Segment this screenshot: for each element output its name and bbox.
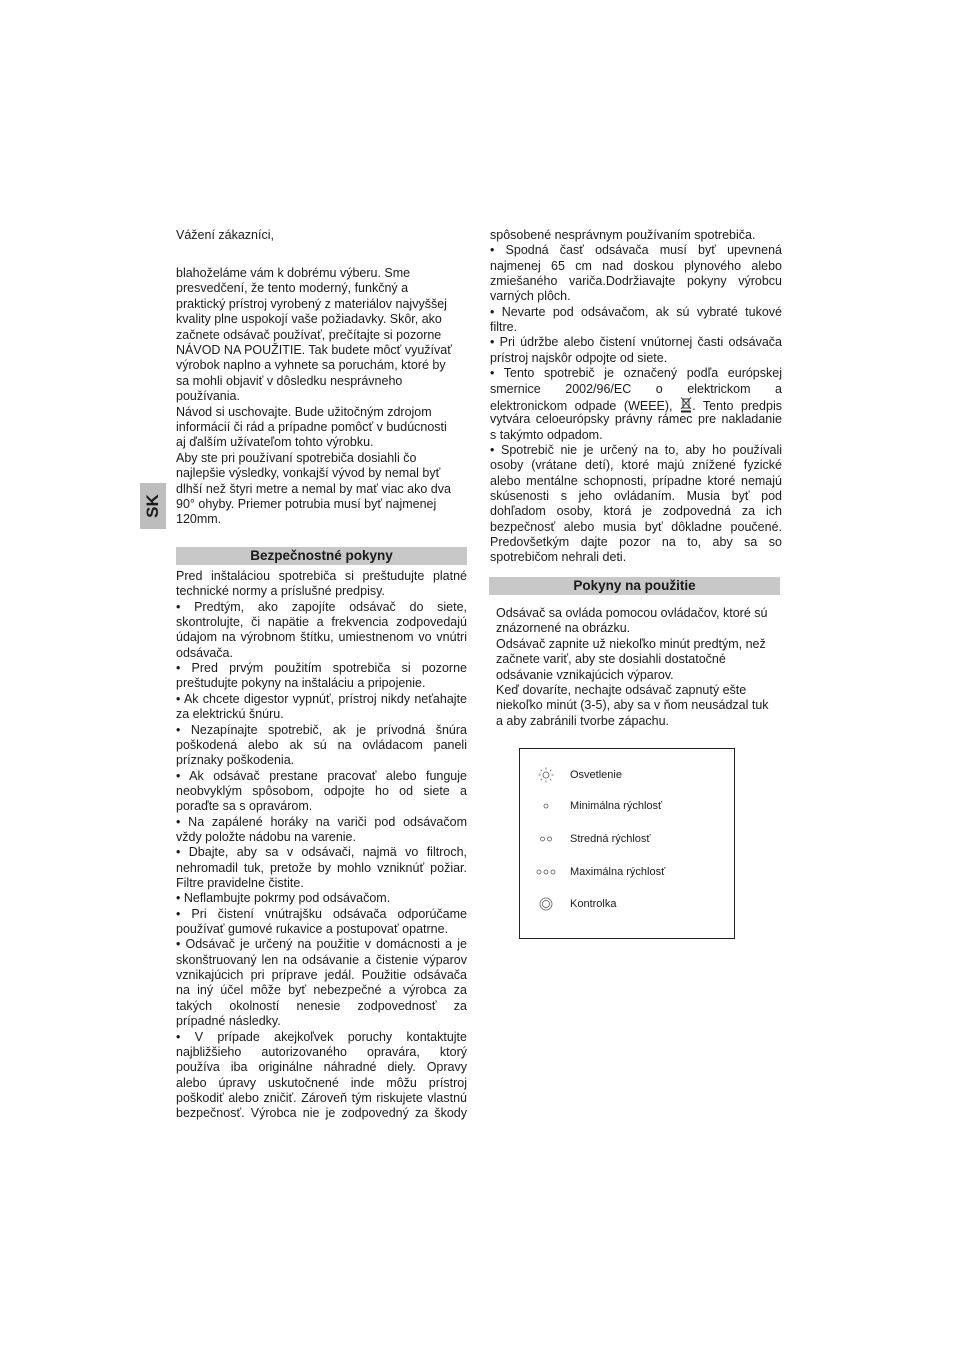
safety-line: • Pred prvým použitím spotrebiča si pozorne	[176, 661, 467, 676]
safety-line: • V prípade akejkoľvek poruchy kontaktujte	[176, 1029, 467, 1044]
safety-line: prístroj najskôr odpojte od siete.	[490, 350, 668, 365]
safety-line: odsávača.	[176, 645, 233, 660]
safety-line: • Neflambujte pokrmy pod odsávačom.	[176, 891, 391, 906]
intro-line: presvedčení, že tento moderný, funkčný a	[176, 281, 409, 296]
intro-line: aj ďalším užívateľom tohto výrobku.	[176, 435, 374, 450]
weee-bin-icon	[680, 397, 692, 413]
control-legend-row	[520, 895, 734, 913]
safety-line: • Dbajte, aby sa v odsávači, najmä vo filtroch,	[176, 845, 467, 860]
safety-line: údajom na výrobnom štítku, umiestnenom vo vnútri	[176, 630, 467, 645]
safety-line: za elektrickú šnúru.	[176, 707, 284, 722]
safety-line: • Predtým, ako zapojíte odsávač do siete,	[176, 599, 467, 614]
speed-max-icon	[534, 863, 558, 881]
intro-line: praktický prístroj vyrobený z materiálov najvyššej	[176, 296, 447, 311]
intro-line: začnete odsávač používať, prečítajte si pozorne	[176, 327, 442, 342]
safety-line: používa iba originálne náhradné diely. Opravy	[176, 1060, 467, 1075]
safety-line: na iný účel môže byť nebezpečné a výrobca za	[176, 983, 467, 998]
usage-line: Odsávač sa ovláda pomocou ovládačov, ktoré sú	[496, 606, 768, 620]
safety-line: používať gumové rukavice a postupovať opatrne.	[176, 922, 449, 937]
safety-line: preštudujte pokyny na inštaláciu a pripojenie.	[176, 676, 426, 691]
safety-line: bezpečnosť. Výrobca nie je zodpovedný za škody	[176, 1106, 467, 1121]
safety-line: skúsenosti s jeho ovládaním. Musia byť pod	[490, 488, 782, 503]
safety-line: technické normy a príslušné predpisy.	[176, 584, 385, 599]
indicator-lamp-icon	[534, 895, 558, 913]
safety-heading: Bezpečnostné pokyny	[176, 547, 467, 565]
usage-line: Keď dovaríte, nechajte odsávač zapnutý ešte	[496, 683, 747, 697]
safety-line: poškodená alebo ak sú na ovládacom paneli	[176, 737, 467, 752]
safety-line: poraďte sa s opravárom.	[176, 799, 313, 814]
intro-line: výrobok naplno a vyhnete sa poruchám, ktoré by	[176, 358, 446, 373]
safety-line: vznikajúcich pri príprave jedál. Použitie odsávača	[176, 968, 467, 983]
control-legend-row	[520, 830, 734, 848]
weee-line-text: elektronickom odpade (WEEE),	[490, 398, 681, 413]
language-tab-label: SK	[143, 494, 162, 518]
control-legend-row	[520, 766, 734, 784]
safety-line: spotrebičom nehrali deti.	[490, 550, 627, 565]
control-legend-label: Minimálna rýchlosť	[570, 800, 663, 812]
intro-line: najlepšie výsledky, vonkajší vývod by nemal byť	[176, 466, 441, 481]
safety-line: dohľadom osoby, ktorá je zodpovedná za ich	[490, 504, 782, 519]
safety-line: smernice 2002/96/EC o elektrickom a	[490, 381, 782, 396]
control-legend-label: Kontrolka	[570, 898, 617, 910]
safety-line: skonštruovaný len na odsávanie a čistenie výparov	[176, 952, 467, 967]
safety-line: • Ak chcete digestor vypnúť, prístroj nikdy neťahajte	[176, 691, 467, 706]
control-legend-label: Stredná rýchlosť	[570, 833, 651, 845]
weee-line-text-end: . Tento predpis	[692, 398, 782, 413]
safety-line: zmiešaného variča.Dodržiavajte pokyny výrobcu	[490, 274, 782, 289]
safety-line: spôsobené nesprávnym používaním spotrebiča.	[490, 228, 756, 242]
usage-heading: Pokyny na použitie	[489, 577, 780, 595]
intro-line: používania.	[176, 389, 240, 404]
intro-line: dlhší než štyri metre a nemal by mať viac ako dva	[176, 481, 451, 496]
control-legend-row	[520, 863, 734, 881]
safety-line: poškodiť alebo zničiť. Zároveň tým riskujete vlastnú	[176, 1090, 467, 1105]
intro-line: blahoželáme vám k dobrému výberu. Sme	[176, 266, 411, 280]
safety-line: bezpečnosť alebo musia byť dôkladne poučené.	[490, 519, 782, 534]
safety-line: najmenej 65 cm nad doskou plynového alebo	[490, 258, 782, 273]
control-panel-legend	[519, 748, 735, 939]
usage-line: niekoľko minút (3-5), aby sa v ňom neusádzal tuk	[496, 698, 769, 713]
control-legend-label: Osvetlenie	[570, 769, 622, 781]
intro-line: informácií či rád a prípadne pomôcť v budúcnosti	[176, 420, 447, 434]
safety-line: vytvára celoeurópsky právny rámec pre nakladanie	[490, 412, 782, 427]
safety-line: • Spotrebič nie je určený na to, aby ho používali	[490, 442, 782, 457]
language-tab	[140, 483, 166, 529]
safety-line: • Pri údržbe alebo čistení vnútornej časti odsávača	[490, 335, 782, 350]
safety-line: • Ak odsávač prestane pracovať alebo funguje	[176, 768, 467, 783]
intro-line: sa mohli objaviť v dôsledku nesprávneho	[176, 373, 403, 388]
intro-line: Návod si uschovajte. Bude užitočným zdrojom	[176, 404, 432, 419]
safety-line: s takýmto odpadom.	[490, 427, 603, 442]
safety-line: • Spodná časť odsávača musí byť upevnená	[490, 243, 782, 258]
safety-line: alebo úpravy uskutočnené inde môžu prístroj	[176, 1075, 467, 1090]
light-icon	[534, 766, 558, 784]
safety-line: neobvyklým spôsobom, odpojte ho od siete a	[176, 783, 467, 798]
control-legend-label: Maximálna rýchlosť	[570, 866, 666, 878]
intro-line: 120mm.	[176, 512, 222, 527]
safety-line: Pred inštaláciou spotrebiča si preštudujte platné	[176, 569, 467, 583]
safety-line: • Nevarte pod odsávačom, ak sú vybraté tukové	[490, 304, 782, 319]
safety-line: filtre.	[490, 320, 518, 335]
usage-line: a aby zabránili tvorbe zápachu.	[496, 713, 670, 728]
intro-line: NÁVOD NA POUŽITIE. Tak budete môcť využívať	[176, 343, 452, 357]
safety-line: • Na zapálené horáky na variči pod odsávačom	[176, 814, 467, 829]
intro-line: Aby ste pri používaní spotrebiča dosiahli čo	[176, 450, 417, 465]
usage-line: Odsávač zapnite už niekoľko minút predtým, než	[496, 636, 766, 651]
intro-line: kvality plne uspokojí vaše požiadavky. Skôr, ako	[176, 312, 442, 327]
safety-line: prípadné následky.	[176, 1014, 281, 1029]
safety-line: Filtre pravidelne čistite.	[176, 876, 304, 890]
safety-line: Predovšetkým dajte pozor na to, aby sa so	[490, 535, 782, 549]
safety-line: varných plôch.	[490, 289, 571, 304]
usage-line: znázornené na obrázku.	[496, 621, 631, 636]
safety-line: nehromadil tuk, pretože by mohlo vzniknúť požiar.	[176, 860, 467, 875]
safety-line: najbližšieho autorizovaného opravára, ktorý	[176, 1044, 467, 1059]
safety-line: osoby (vrátane detí), ktoré majú znížené fyzické	[490, 458, 782, 473]
greeting: Vážení zákazníci,	[176, 228, 274, 242]
safety-line: takých okolností nenesie zodpovednosť za	[176, 998, 467, 1013]
safety-line: skontrolujte, či napätie a frekvencia zodpovedajú	[176, 615, 467, 630]
speed-medium-icon	[534, 830, 558, 848]
safety-line: • Tento spotrebič je označený podľa európskej	[490, 366, 782, 381]
control-legend-row	[520, 797, 734, 815]
safety-line: • Odsávač je určený na použitie v domácnosti a je	[176, 937, 467, 952]
usage-line: odsávanie vznikajúcich výparov.	[496, 667, 674, 682]
safety-line: alebo mentálne schopnosti, prípadne ktoré nemajú	[490, 473, 782, 488]
safety-line: príznaky poškodenia.	[176, 753, 295, 768]
safety-line: • Nezapínajte spotrebič, ak je prívodná šnúra	[176, 722, 467, 737]
safety-line: vždy položte nádobu na varenie.	[176, 829, 356, 844]
safety-line: • Pri čistení vnútrajšku odsávača odporúčame	[176, 906, 467, 921]
usage-line: začnete variť, aby ste dosiahli dostatočné	[496, 652, 726, 667]
intro-line: 90° ohyby. Priemer potrubia musí byť najmenej	[176, 497, 437, 511]
speed-min-icon	[534, 797, 558, 815]
